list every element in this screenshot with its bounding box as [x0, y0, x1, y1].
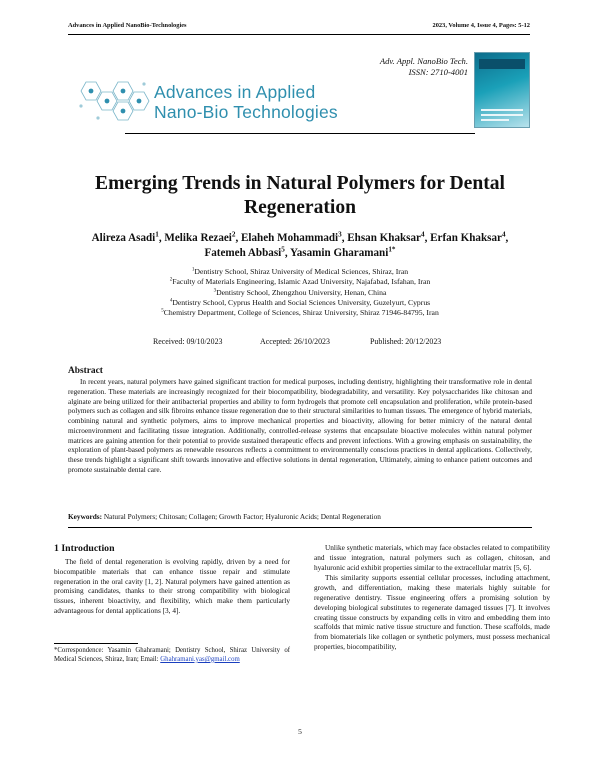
- journal-abbrev: Adv. Appl. NanoBio Tech.: [379, 56, 468, 66]
- author: Melika Rezaei$^2$,: [164, 230, 242, 244]
- masthead-rule: [125, 133, 475, 134]
- cover-band: [479, 59, 525, 69]
- author: Alireza Asadi$^1$,: [91, 230, 165, 244]
- cover-line: [481, 109, 523, 111]
- affiliation: $^4$Dentistry School, Cyprus Health and Social Sciences University, Guzelyurt, Cyprus: [169, 297, 431, 307]
- journal-meta: [380, 56, 468, 78]
- nanobio-logo-icon: [74, 76, 152, 124]
- running-head: [68, 22, 530, 34]
- left-column: [54, 543, 290, 616]
- received-date: Received: 09/10/2023: [153, 337, 223, 346]
- section-heading-introduction: 1 Introduction: [54, 543, 115, 554]
- correspondence-footnote: [54, 647, 290, 665]
- journal-short-name: Advances in Applied NanoBio-Technologies: [68, 22, 187, 29]
- page-number: 5: [298, 727, 302, 736]
- logo-text-line2: Nano-Bio Technologies: [154, 102, 338, 122]
- keywords-label: Keywords:: [68, 512, 103, 521]
- affiliations: [70, 267, 530, 318]
- affiliation: $^3$Dentistry School, Zhengzhou University, Henan, China: [213, 287, 387, 297]
- keywords-text: Natural Polymers; Chitosan; Collagen; Growth Factor; Hyaluronic Acids; Dental Regeneration: [103, 512, 381, 521]
- affiliation: $^2$Faculty of Materials Engineering, Islamic Azad University, Najafabad, Isfahan, Iran: [169, 277, 431, 287]
- keywords-rule: [68, 527, 532, 528]
- footnote-text: *Correspondence: Yasamin Ghahramani; Dentistry School, Shiraz University of Medical Sciences, Shiraz, Iran; Email:: [54, 647, 290, 663]
- accepted-date: Accepted: 26/10/2023: [260, 337, 330, 346]
- affiliation: $^1$Dentistry School, Shiraz University of Medical Sciences, Shiraz, Iran: [191, 267, 409, 276]
- issue-info: 2023, Volume 4, Issue 4, Pages: 5-12: [432, 22, 530, 29]
- masthead: [68, 40, 530, 132]
- abstract-heading: Abstract: [68, 366, 103, 376]
- keywords: [68, 512, 532, 521]
- author: Elaheh Mohammadi$^3$,: [241, 230, 348, 244]
- paper-title: Emerging Trends in Natural Polymers for Dental Regeneration: [95, 173, 505, 218]
- paragraph: Unlike synthetic materials, which may face obstacles related to compatibility and tissue integration, natural polymers such as collagen, chitosan, and hyaluronic acid exhibit properties similar to the extracellular matrix [5, 6].: [314, 543, 550, 572]
- paragraph: This similarity supports essential cellular processes, including attachment, growth, and differentiation, making these materials highly suitable for regenerative dentistry. Tissue engineering offers a promising solution by developing biological substitutes to regenerate damaged tissues [7]. It involves creating tissue constructs by expanding cells in vitro and embedding them into scaffolds that mimic native tissue structure and function. These scaffolds, made from biomaterials like collagen or synthetic polymers, must possess mechanical properties, biocompatibility,: [314, 573, 550, 651]
- author: Fatemeh Abbasi$^5$,: [204, 245, 290, 259]
- affiliation: $^5$Chemistry Department, College of Sciences, Shiraz University, Shiraz 71946-84795, Iran: [161, 308, 439, 318]
- cover-line: [481, 119, 509, 121]
- header-rule: [68, 34, 530, 35]
- author: Erfan Khaksar$^4$,: [430, 230, 509, 244]
- paragraph: The field of dental regeneration is evolving rapidly, driven by a need for biocompatible materials that can enhance tissue repair and stimulate regeneration in the oral cavity [1, 2]. Natural polymers have gained attention as promising candidates, thanks to their strong compatibility with biological tissues, inherent bioactivity, and flexibility, which make them particularly advantageous for dental applications [3, 4].: [54, 557, 290, 615]
- abstract-text: In recent years, natural polymers have gained significant traction for medical purposes, including dentistry, highlighting their transformative role in dental regeneration. These materials are increasingly recognized for their biocompatibility, biodegradability, and versatility. Key polysaccharides like chitosan and alginate are being utilized for their antibacterial properties and ability to form hydrogels that promote cell encapsulation and proliferation, while protein-based polymers such as collagen and silk fibroins enhance tissue regeneration due to their structural similarities to human tissues. The emergence of hybrid materials, combining natural and synthetic polymers, aims to improve mechanical properties and bioactivity, allowing for better mimicry of the natural dental microenvironment and facilitating tissue integration. Additionally, controlled-release systems that encapsulate bioactive molecules within natural polymer matrices are gaining attention for their potential to provide sustained therapeutic effects and prevent infections. With a growing emphasis on sustainability, the exploration of plant-based polymers as renewable resources reflects a commitment to environmentally conscious practices in dental applications. Collectively, these trends highlight a significant shift towards innovative and effective solutions in dental regeneration, Ultimately, aiming to enhance patient outcomes and promote sustainable dental care.: [68, 378, 532, 474]
- correspondence-email-link[interactable]: Ghahramani.yas@gmail.com: [160, 655, 240, 663]
- journal-issn: ISSN: 2710-4001: [408, 67, 468, 77]
- right-column: [314, 543, 550, 652]
- author: Ehsan Khaksar$^4$,: [347, 230, 431, 244]
- author: Yasamin Gharamani$^{1*}$: [289, 245, 396, 259]
- logo-text-line1: Advances in Applied: [154, 82, 316, 102]
- published-date: Published: 20/12/2023: [370, 337, 442, 346]
- footnote-rule: [54, 643, 138, 644]
- author-list: [80, 231, 520, 261]
- cover-line: [481, 114, 523, 116]
- journal-cover-thumbnail: [474, 52, 530, 128]
- journal-logo: [74, 80, 338, 128]
